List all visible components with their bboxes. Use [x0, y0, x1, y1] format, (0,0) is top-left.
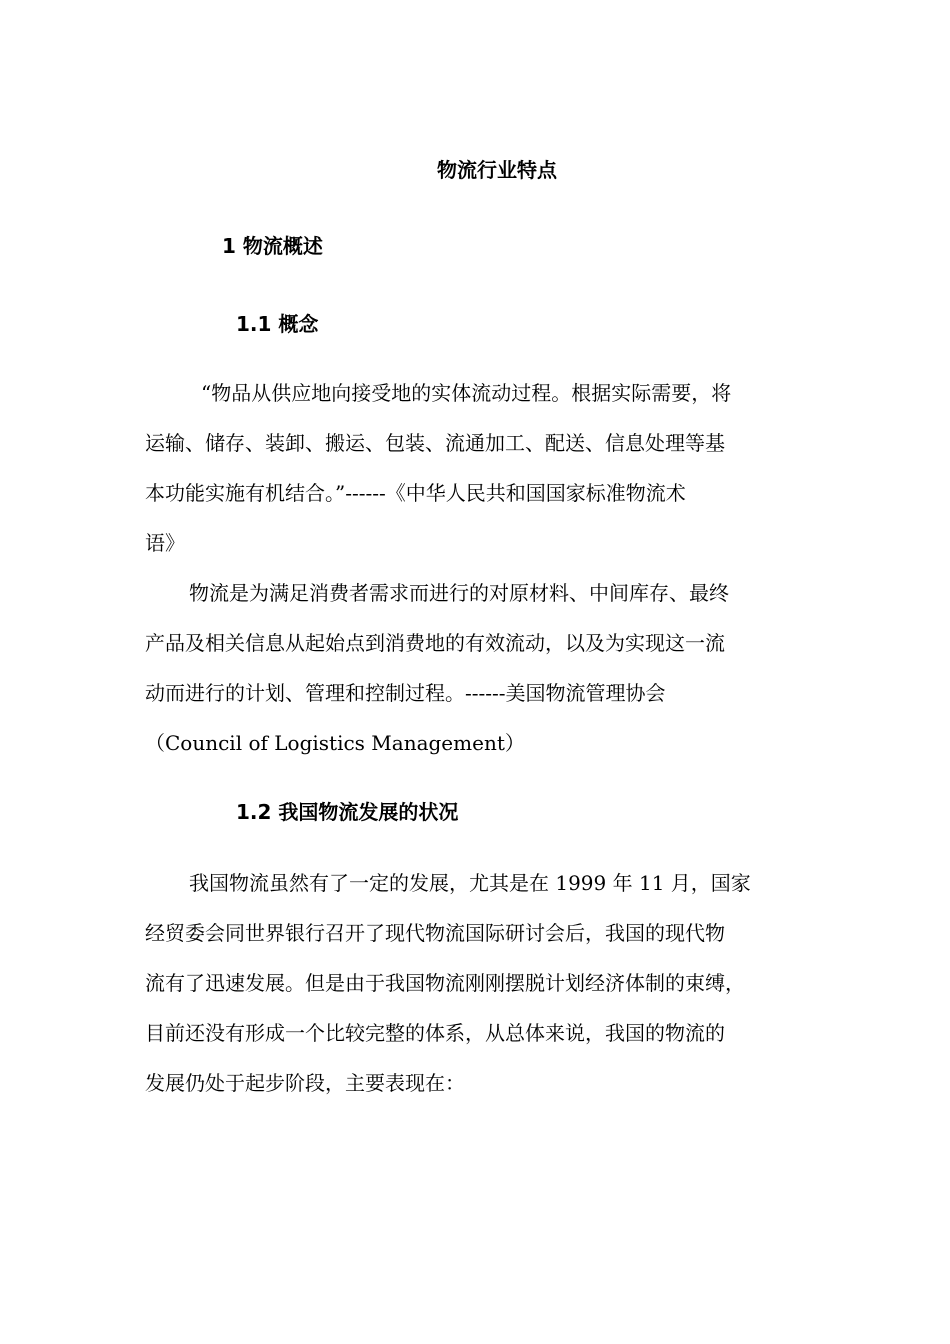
text-line: 我国物流虽然有了一定的发展，尤其是在 1999 年 11 月，国家: [189, 871, 751, 895]
paragraph-definition-clm: [145, 568, 805, 768]
text-line: 流有了迅速发展。但是由于我国物流刚刚摆脱计划经济体制的束缚，: [145, 971, 745, 995]
document-title: 物流行业特点: [437, 158, 557, 182]
text-line: 动而进行的计划、管理和控制过程。------美国物流管理协会: [145, 681, 666, 705]
text-line: 目前还没有形成一个比较完整的体系，从总体来说，我国的物流的: [145, 1021, 725, 1045]
text-line: “物品从供应地向接受地的实体流动过程。根据实际需要，将: [201, 381, 732, 405]
section-heading-1: 1 物流概述: [222, 234, 323, 258]
text-line: 产品及相关信息从起始点到消费地的有效流动，以及为实现这一流: [145, 631, 725, 655]
text-line: 运输、储存、装卸、搬运、包装、流通加工、配送、信息处理等基: [145, 431, 725, 455]
text-line: 语》: [145, 531, 185, 555]
text-line: 物流是为满足消费者需求而进行的对原材料、中间库存、最终: [189, 581, 729, 605]
text-line: （Council of Logistics Management）: [145, 731, 525, 755]
paragraph-definition-national-standard: [145, 368, 805, 568]
text-line: 发展仍处于起步阶段，主要表现在：: [145, 1071, 465, 1095]
subsection-heading-1-1: 1.1 概念: [236, 312, 319, 336]
subsection-heading-1-2: 1.2 我国物流发展的状况: [236, 800, 459, 824]
paragraph-development-status: [145, 858, 805, 1108]
text-line: 经贸委会同世界银行召开了现代物流国际研讨会后，我国的现代物: [145, 921, 725, 945]
text-line: 本功能实施有机结合。”------《中华人民共和国国家标准物流术: [145, 481, 686, 505]
